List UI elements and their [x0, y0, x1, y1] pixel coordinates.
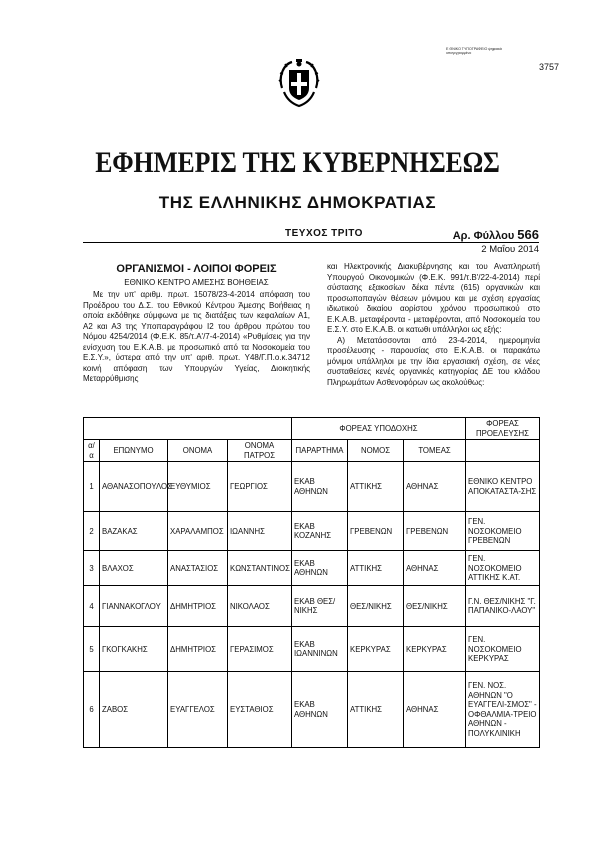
- cell-name: ΑΝΑΣΤΑΣΙΟΣ: [168, 551, 228, 586]
- cell-branch: ΕΚΑΒ ΑΘΗΝΩΝ: [292, 672, 348, 748]
- col-header-sector: ΤΟΜΕΑΣ: [404, 440, 466, 462]
- col-header-father-name: ΟΝΟΜΑ ΠΑΤΡΟΣ: [228, 440, 292, 462]
- cell-branch: ΕΚΑΒ ΚΟΖΑΝΗΣ: [292, 512, 348, 551]
- text-column-left: [83, 262, 310, 385]
- table-body: [84, 462, 540, 748]
- table-row: [84, 672, 540, 748]
- text-column-right: [327, 262, 540, 388]
- sheet-number: [453, 227, 539, 242]
- receiving-agency-header: ΦΟΡΕΑΣ ΥΠΟΔΟΧΗΣ: [292, 418, 466, 440]
- cell-index: 2: [84, 512, 100, 551]
- cell-father-name: ΓΕΡΑΣΙΜΟΣ: [228, 627, 292, 672]
- cell-index: 1: [84, 462, 100, 512]
- gazette-subtitle: ΤΗΣ ΕΛΛΗΝΙΚΗΣ ΔΗΜΟΚΡΑΤΙΑΣ: [158, 193, 437, 212]
- cell-branch: ΕΚΑΒ ΘΕΣ/ΝΙΚΗΣ: [292, 586, 348, 627]
- cell-origin: ΓΕΝ. ΝΟΣΟΚΟΜΕΙΟ ΓΡΕΒΕΝΩΝ: [466, 512, 540, 551]
- cell-name: ΕΥΘΥΜΙΟΣ: [168, 462, 228, 512]
- cell-index: 3: [84, 551, 100, 586]
- transfer-paragraph: Α) Μετατάσσονται από 23-4-2014, ημερομηνία προσέλευσης - παρουσίας στο Ε.Κ.Α.Β. οι παρακάτω μόνιμοι υπάλληλοι με την ίδια εργασιακή σχέση, σε νέες συσταθείσες κενές οργανικές κατηγορίας ΔΕ του κλάδου Πληρωμάτων Ασθενοφόρων ως ακολούθως:: [327, 335, 540, 387]
- cell-index: 4: [84, 586, 100, 627]
- decision-paragraph-cont: και Ηλεκτρονικής Διακυβέρνησης και του Αναπληρωτή Υπουργού Οικονομικών (Φ.Ε.Κ. 991/τ.Β'/22-4-2014) περί σύστασης εξακοσίων δέκα πέντε (615) οργανικών και προσωποπαγών θέσεων μόνιμου και με σχέση εργασίας ιδιωτικού δικαίου αορίστου χρόνου προσωπικού στο Ε.Κ.Α.Β. μεταφέροντα - μεταφέρονται, από Νοσοκομεία του Ε.Σ.Υ. στο Ε.Κ.Α.Β. οι κατωθι υπάλληλοι ως εξής:: [327, 262, 540, 334]
- sheet-label: Αρ. Φύλλου: [452, 230, 515, 242]
- cell-sector: ΑΘΗΝΑΣ: [404, 551, 466, 586]
- cell-origin: Γ.Ν. ΘΕΣ/ΝΙΚΗΣ "Γ. ΠΑΠΑΝΙΚΟ-ΛΑΟΥ": [466, 586, 540, 627]
- origin-agency-header: ΦΟΡΕΑΣ ΠΡΟΕΛΕΥΣΗΣ: [466, 418, 540, 440]
- cell-surname: ΓΚΟΓΚΑΚΗΣ: [100, 627, 168, 672]
- cell-sector: ΘΕΣ/ΝΙΚΗΣ: [404, 586, 466, 627]
- cell-name: ΕΥΑΓΓΕΛΟΣ: [168, 672, 228, 748]
- cell-prefecture: ΑΤΤΙΚΗΣ: [348, 462, 404, 512]
- cell-sector: ΑΘΗΝΑΣ: [404, 462, 466, 512]
- cell-father-name: ΚΩΝΣΤΑΝΤΙΝΟΣ: [228, 551, 292, 586]
- cell-prefecture: ΑΤΤΙΚΗΣ: [348, 672, 404, 748]
- cell-index: 6: [84, 672, 100, 748]
- cell-sector: ΚΕΡΚΥΡΑΣ: [404, 627, 466, 672]
- col-header-index: α/α: [84, 440, 100, 462]
- page-number: 3757: [538, 62, 559, 72]
- cell-origin: ΓΕΝ. ΝΟΣΟΚΟΜΕΙΟ ΚΕΡΚΥΡΑΣ: [466, 627, 540, 672]
- transfer-table: [83, 417, 540, 748]
- organization-heading: ΕΘΝΙΚΟ ΚΕΝΤΡΟ ΑΜΕΣΗΣ ΒΟΗΘΕΙΑΣ: [124, 277, 269, 287]
- table-row: [84, 462, 540, 512]
- decision-paragraph: Με την υπ' αριθμ. πρωτ. 15078/23-4-2014 απόφαση του Προέδρου του Δ.Σ. του Εθνικού Κέντρου Άμεσης Βοήθειας η οποία εκδόθηκε σύμφωνα με τις διατάξεις των κεφαλαίων Α1, Α2 και Α3 της Υποπαραγράφου Ι2 του άρθρου πρώτου του Νόμου 4254/2014 (Φ.Ε.Κ. 85/τ.Α'/7-4-2014) «Ρυθμίσεις για την ενίσχυση του Ε.Κ.Α.Β. με προσωπικό από τα Νοσοκομεία του Ε.Σ.Υ.», ύστερα από την υπ' αριθ. πρωτ. Υ48/Γ.Π.ο.κ.34712 κοινή απόφαση των Υπουργών Υγείας, Διοικητικής Μεταρρύθμισης: [83, 290, 310, 383]
- cell-sector: ΑΘΗΝΑΣ: [404, 672, 466, 748]
- header-rule: [83, 242, 539, 243]
- table-row: [84, 551, 540, 586]
- cell-prefecture: ΑΤΤΙΚΗΣ: [348, 551, 404, 586]
- cell-origin: ΓΕΝ. ΝΟΣΟΚΟΜΕΙΟ ΑΤΤΙΚΗΣ Κ.ΑΤ.: [466, 551, 540, 586]
- sheet-number-value: 566: [517, 227, 539, 242]
- digital-signature-stamp: Ε ΘΝΙΚΟ ΤΥΠΟΓΡΑΦΕΙΟ ψηφιακά υπογεγραμμένο: [446, 47, 502, 56]
- gazette-title: ΕΦΗΜΕΡΙΣ ΤΗΣ ΚΥΒΕΡΝΗΣΕΩΣ: [95, 146, 500, 179]
- cell-branch: ΕΚΑΒ ΑΘΗΝΩΝ: [292, 551, 348, 586]
- col-header-name: ΟΝΟΜΑ: [168, 440, 228, 462]
- cell-surname: ΓΙΑΝΝΑΚΟΓΛΟΥ: [100, 586, 168, 627]
- cell-origin: ΓΕΝ. ΝΟΣ. ΑΘΗΝΩΝ "Ο ΕΥΑΓΓΕΛΙ-ΣΜΟΣ" - ΟΦΘΑΛΜΙΑ-ΤΡΕΙΟ ΑΘΗΝΩΝ - ΠΟΛΥΚΛΙΝΙΚΗ: [466, 672, 540, 748]
- coat-of-arms-icon: [278, 58, 320, 108]
- cell-father-name: ΓΕΩΡΓΙΟΣ: [228, 462, 292, 512]
- table-row: [84, 586, 540, 627]
- col-header-surname: ΕΠΩΝΥΜΟ: [100, 440, 168, 462]
- table-group-header-row: [84, 418, 540, 440]
- cell-name: ΔΗΜΗΤΡΙΟΣ: [168, 627, 228, 672]
- section-heading: ΟΡΓΑΝΙΣΜΟΙ - ΛΟΙΠΟΙ ΦΟΡΕΙΣ: [116, 263, 277, 275]
- col-header-branch: ΠΑΡΑΡΤΗΜΑ: [292, 440, 348, 462]
- cell-branch: ΕΚΑΒ ΙΩΑΝΝΙΝΩΝ: [292, 627, 348, 672]
- cell-name: ΔΗΜΗΤΡΙΟΣ: [168, 586, 228, 627]
- cell-surname: ΖΑΒΟΣ: [100, 672, 168, 748]
- cell-father-name: ΙΩΑΝΝΗΣ: [228, 512, 292, 551]
- cell-index: 5: [84, 627, 100, 672]
- cell-prefecture: ΚΕΡΚΥΡΑΣ: [348, 627, 404, 672]
- issue-label: ΤΕΥΧΟΣ ΤΡΙΤΟ: [285, 228, 363, 239]
- col-header-prefecture: ΝΟΜΟΣ: [348, 440, 404, 462]
- cell-father-name: ΝΙΚΟΛΑΟΣ: [228, 586, 292, 627]
- cell-name: ΧΑΡΑΛΑΜΠΟΣ: [168, 512, 228, 551]
- table-row: [84, 512, 540, 551]
- col-header-origin: [466, 440, 540, 462]
- cell-surname: ΒΛΑΧΟΣ: [100, 551, 168, 586]
- cell-branch: ΕΚΑΒ ΑΘΗΝΩΝ: [292, 462, 348, 512]
- cell-sector: ΓΡΕΒΕΝΩΝ: [404, 512, 466, 551]
- cell-prefecture: ΓΡΕΒΕΝΩΝ: [348, 512, 404, 551]
- cell-surname: ΑΘΑΝΑΣΟΠΟΥΛΟΣ: [100, 462, 168, 512]
- cell-father-name: ΕΥΣΤΑΘΙΟΣ: [228, 672, 292, 748]
- cell-surname: ΒΑΖΑΚΑΣ: [100, 512, 168, 551]
- issue-date: 2 Μαΐου 2014: [481, 244, 539, 255]
- table-row: [84, 627, 540, 672]
- cell-origin: ΕΘΝΙΚΟ ΚΕΝΤΡΟ ΑΠΟΚΑΤΑΣΤΑ-ΣΗΣ: [466, 462, 540, 512]
- table-header-row: [84, 440, 540, 462]
- cell-prefecture: ΘΕΣ/ΝΙΚΗΣ: [348, 586, 404, 627]
